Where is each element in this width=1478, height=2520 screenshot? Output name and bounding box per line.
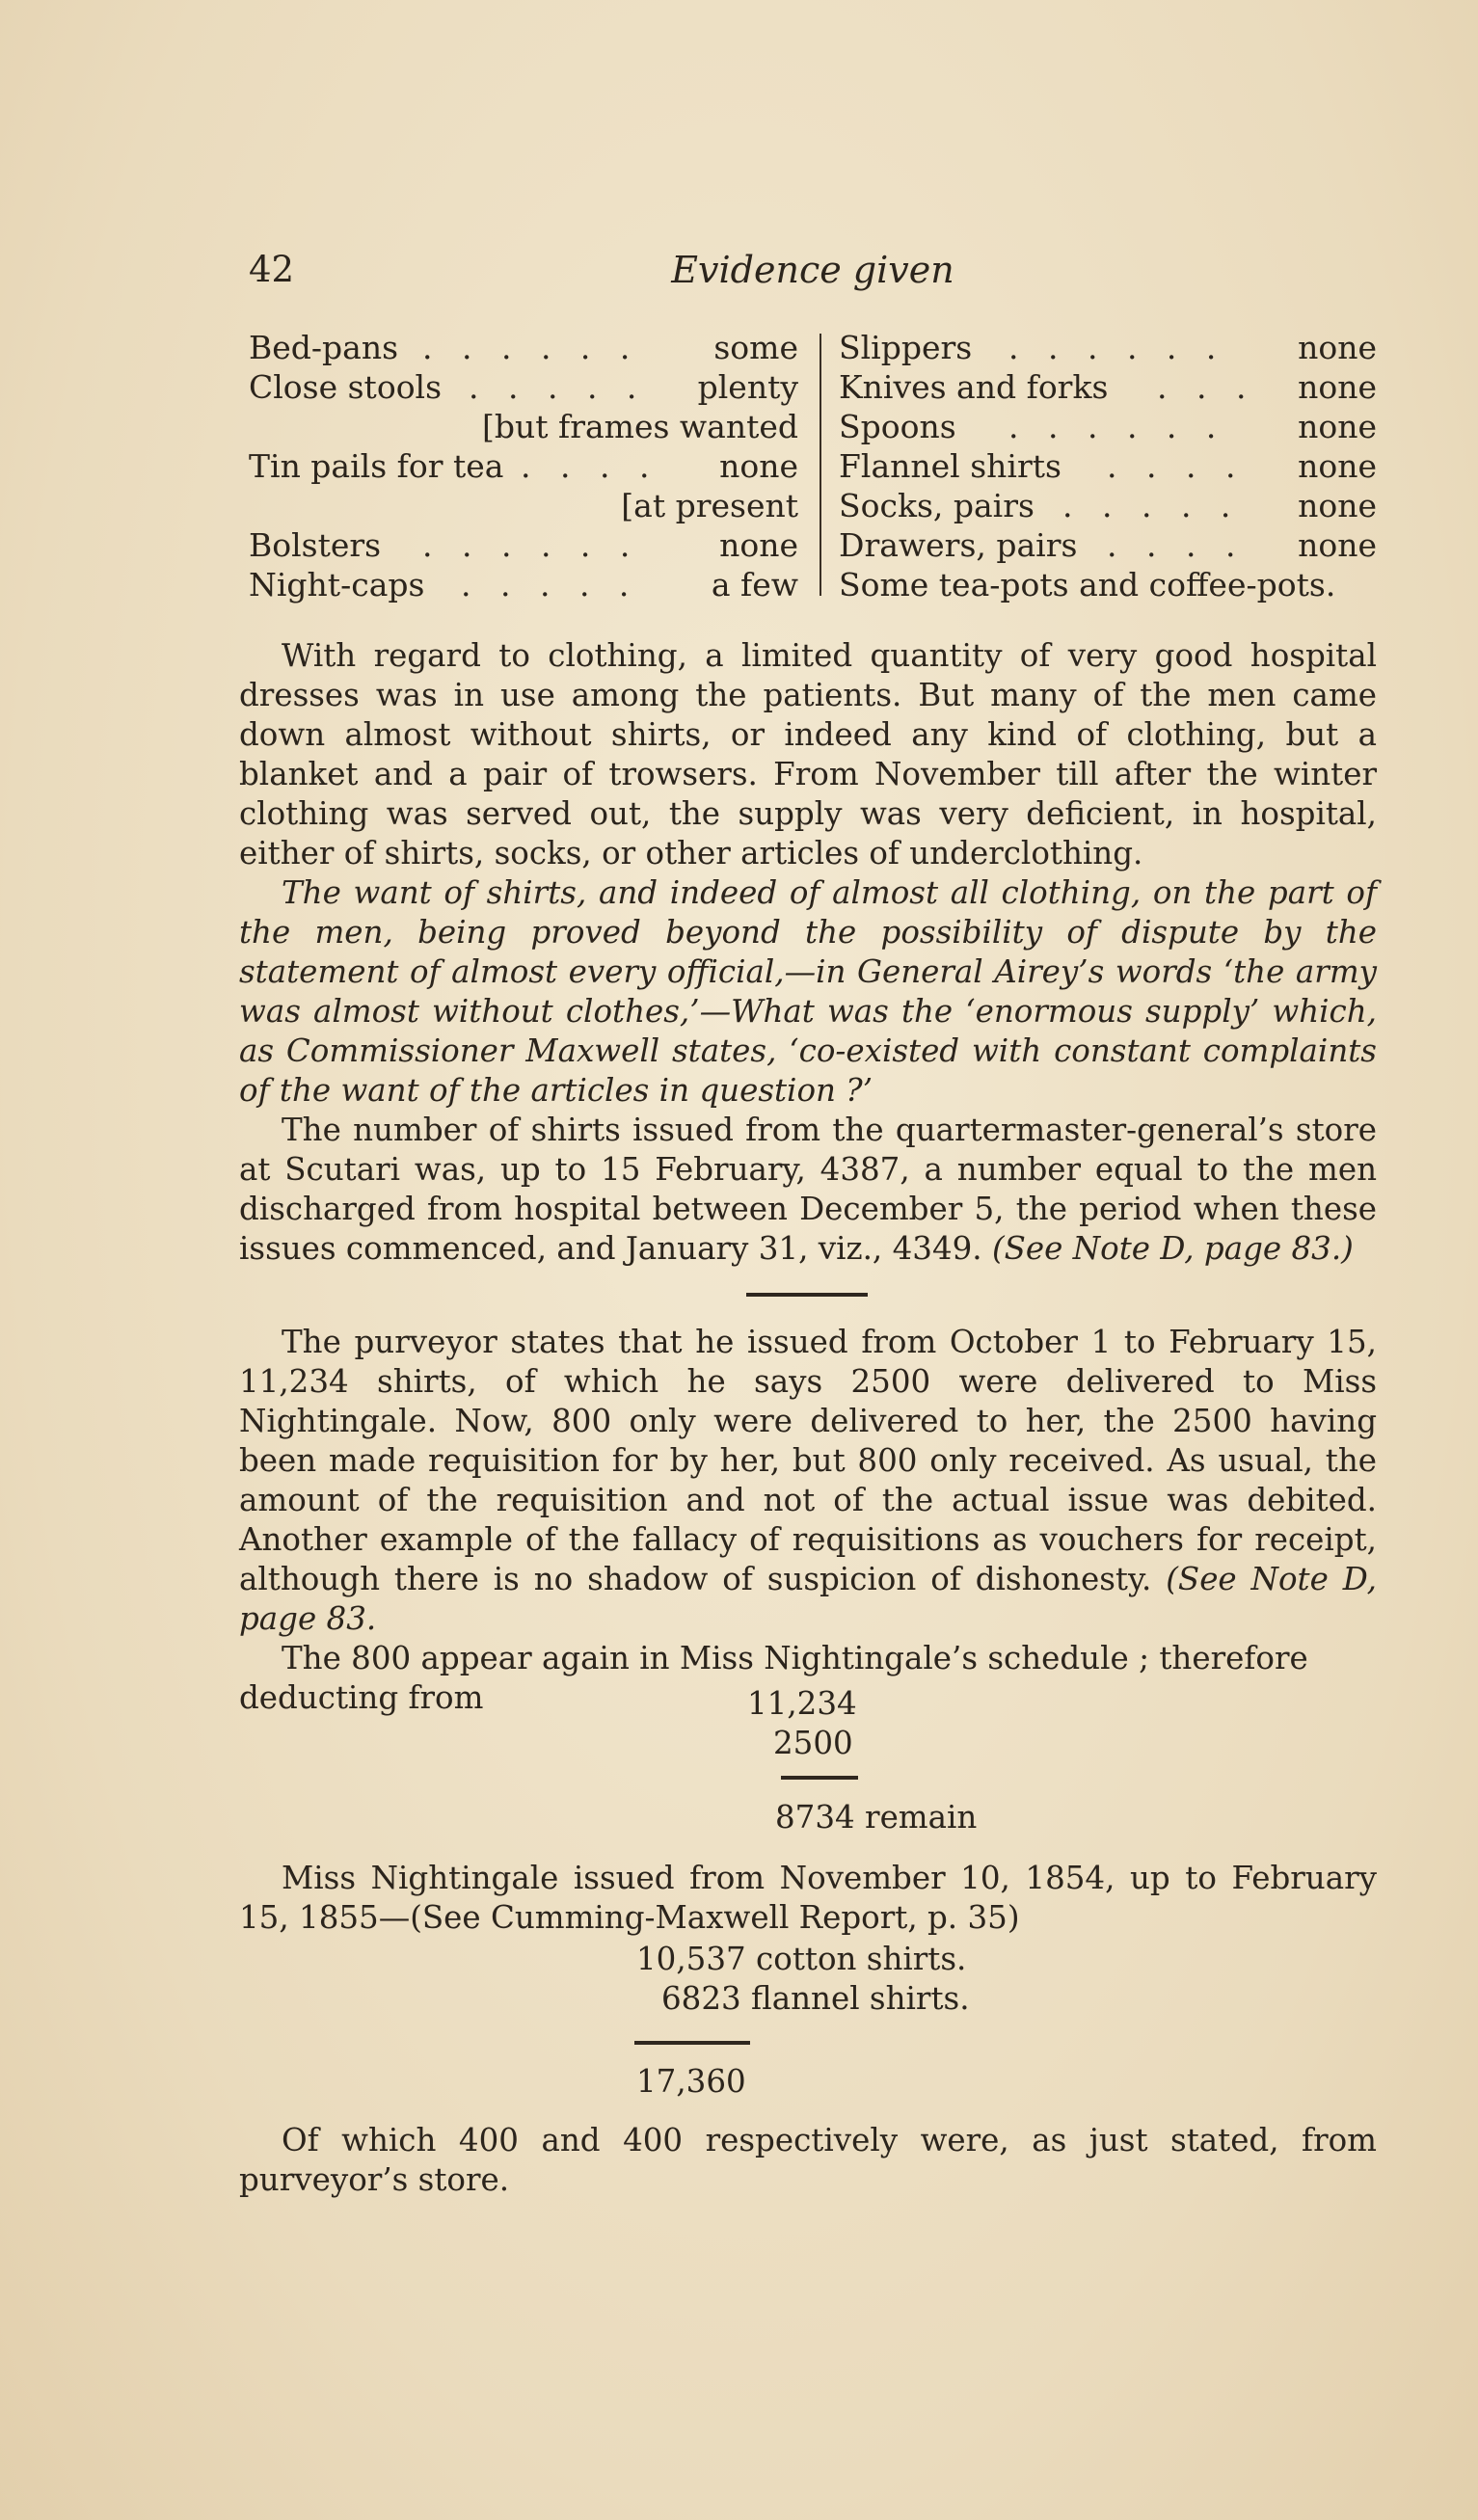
paragraph-purveyor: The purveyor states that he issued from October 1 to February 15, 11,234 shirts, of which he says 2500 were delivered to Miss Nightingale. Now, 800 only were delivered to her, the 2500 having been made requisition for by her, but 800 only received. As usual, the amount of the requisition and not of the actual issue was debited. Another example of the fallacy of requisitions as vouchers for receipt, although there is no shadow of suspicion of dishonesty. (See Note D, page 83. [239,1324,1377,1637]
item-name: Drawers, pairs [839,526,1078,564]
inventory-row [249,446,798,486]
item-name: Flannel shirts [839,447,1061,485]
paragraph-deducting: deducting from [239,1679,484,1716]
leader-dots: . . . . . . [1008,408,1226,445]
inventory-row [249,367,798,407]
paragraph-schedule: The 800 appear again in Miss Nightingale’s schedule ; therefore [282,1640,1308,1676]
paragraph-italic-question: The want of shirts, and indeed of almost all clothing, on the part of the men, being proved beyond the possibility of dispute by the statement of almost every official,—in General Airey’s words ‘the army was almost without clothes,’—What was the ‘enormous supply’ which, as Commissioner Maxwell states, ‘co-existed with constant complaints of the want of the articles in question ?’ [239,874,1377,1109]
item-quantity: plenty [697,368,798,406]
section-rule [746,1293,868,1297]
calc2-flannel: 6823 flannel shirts. [661,1980,970,2017]
paragraph-shirts-issued: The number of shirts issued from the quartermaster-general’s store at Scutari was, up to 15 February, 4387, a number equal to the men discharged from hospital between December 5, the period when these issues commenced, and January 31, viz., 4349. (See Note D, page 83.) [239,1112,1377,1267]
leader-dots: . . . . . . [422,329,640,366]
item-name: Tin pails for tea [249,447,504,485]
calc2-cotton: 10,537 cotton shirts. [636,1941,967,1977]
item-quantity: a few [711,566,798,603]
item-quantity: none [1298,368,1377,406]
leader-dots: . . . . [521,447,659,485]
running-head: Evidence given [671,249,954,291]
leader-dots: . . . . . . [422,526,640,564]
calc-subtrahend: 2500 [773,1725,853,1761]
item-quantity: none [1298,329,1377,366]
purveyor-section [239,1323,1377,1718]
leader-dots: . . . . . [1062,487,1241,524]
item-name: Some tea-pots and coffee-pots. [839,566,1336,603]
item-name: Bed-pans [249,329,399,366]
inventory-row [249,328,798,367]
item-name: Close stools [249,368,443,406]
leader-dots: . . . . . . [1008,329,1226,366]
paragraph-nightingale-issued: Miss Nightingale issued from November 10, 1854, up to February 15, 1855—(See Cumming-Maxwell Report, p. 35) [239,1860,1377,1936]
item-name: Slippers [839,329,973,366]
inventory-row [839,407,1377,446]
item-note: [at present [621,487,798,524]
inventory-table [249,328,1377,607]
inventory-row [839,446,1377,486]
item-quantity: none [719,526,798,564]
inventory-row [249,486,798,525]
closing-section [239,2121,1377,2200]
item-quantity: none [1298,408,1377,445]
leader-dots: . . . . . [469,368,647,406]
calc2-rule [634,2041,750,2045]
nightingale-section [239,1859,1377,1938]
item-name: Knives and forks [839,368,1109,406]
note-reference: (See Note D, page 83. [239,1561,1377,1637]
inventory-row [839,486,1377,525]
inventory-row [249,407,798,446]
item-quantity: some [713,329,798,366]
leader-dots: . . . . [1107,447,1246,485]
calc-rule [781,1776,858,1780]
column-divider [820,334,821,596]
paragraph-clothing: With regard to clothing, a limited quantity of very good hospital dresses was in use among the patients. But many of the men came down almost without shirts, or indeed any kind of clothing, but a blanket and a pair of trowsers. From November till after the winter clothing was served out, the supply was very deficient, in hospital, either of shirts, socks, or other articles of underclothing. [239,637,1377,871]
inventory-left-column [249,328,798,604]
leader-dots: . . . [1157,368,1256,406]
inventory-row [839,525,1377,565]
inventory-right-column [839,328,1377,604]
item-name: Bolsters [249,526,382,564]
item-quantity: none [719,447,798,485]
calc2-total: 17,360 [636,2063,746,2100]
body-text-section [239,636,1377,1269]
item-name: Night-caps [249,566,425,603]
item-quantity: none [1298,526,1377,564]
item-name: Spoons [839,408,956,445]
page-header [249,249,1377,307]
inventory-row [249,565,798,604]
paragraph-closing: Of which 400 and 400 respectively were, as just stated, from purveyor’s store. [239,2122,1377,2198]
note-reference: (See Note D, page 83.) [991,1230,1354,1267]
inventory-row [839,565,1377,604]
item-quantity: none [1298,447,1377,485]
item-quantity: none [1298,487,1377,524]
item-note: [but frames wanted [481,408,798,445]
leader-dots: . . . . . [461,566,639,603]
calc-result: 8734 remain [775,1799,978,1836]
page-number: 42 [249,249,295,290]
inventory-row [839,367,1377,407]
item-name: Socks, pairs [839,487,1035,524]
calc-minuend: 11,234 [747,1685,857,1722]
inventory-row [249,525,798,565]
leader-dots: . . . . [1107,526,1246,564]
inventory-row [839,328,1377,367]
